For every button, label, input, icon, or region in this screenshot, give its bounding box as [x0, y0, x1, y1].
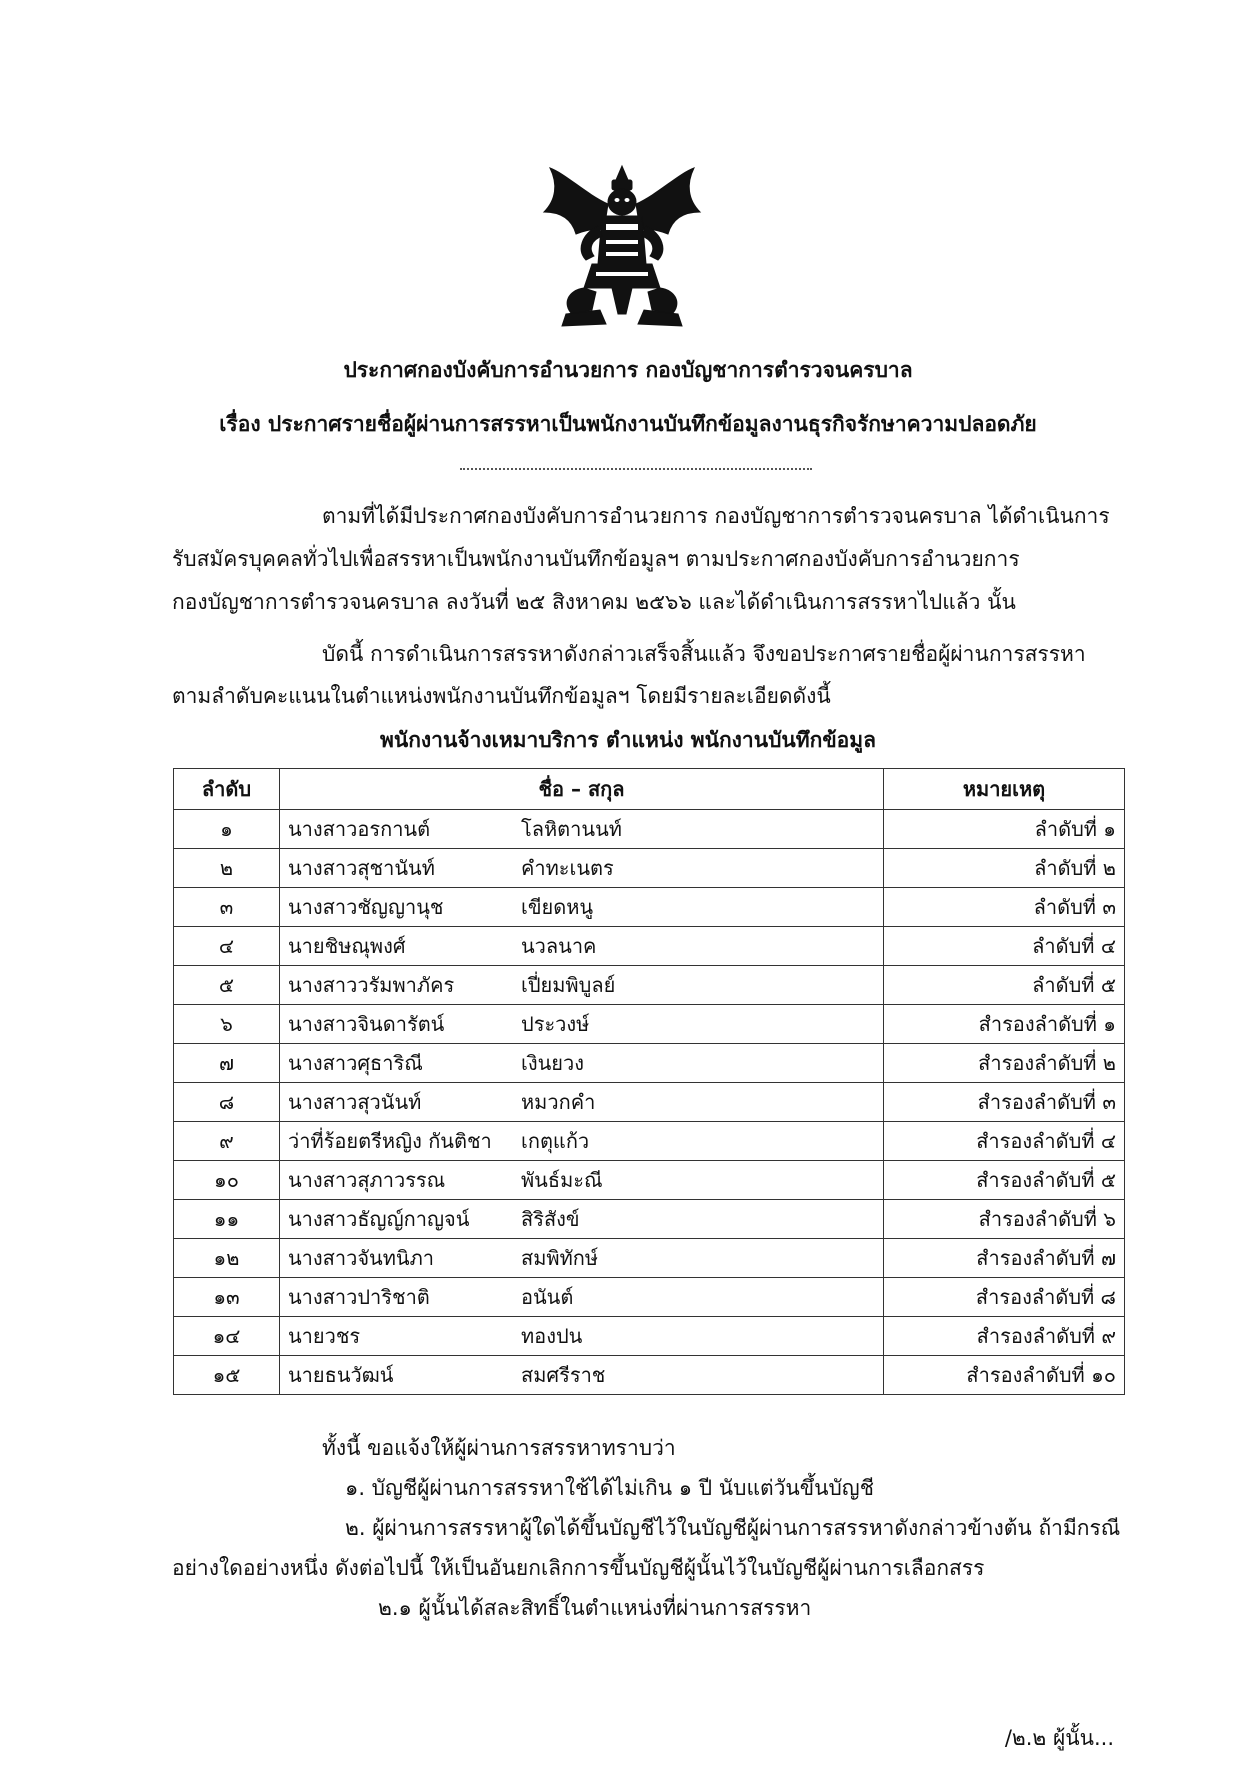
row-remark: สำรองลำดับที่ ๑ — [884, 1005, 1125, 1044]
row-remark: สำรองลำดับที่ ๗ — [884, 1239, 1125, 1278]
first-name: นายชิษณุพงศ์ — [288, 934, 406, 958]
row-name — [280, 1356, 884, 1395]
row-name — [280, 1005, 884, 1044]
last-name: เกตุแก้ว — [521, 1129, 590, 1153]
last-name: สิริสังข์ — [521, 1207, 580, 1231]
first-name: นางสาวสุวนันท์ — [288, 1090, 422, 1114]
announcement-title: ประกาศกองบังคับการอำนวยการ กองบัญชาการตำรวจนครบาล — [343, 358, 913, 382]
row-remark: สำรองลำดับที่ ๘ — [884, 1278, 1125, 1317]
row-number: ๘ — [174, 1083, 280, 1122]
row-number: ๖ — [174, 1005, 280, 1044]
last-name: เขียดหนู — [521, 895, 594, 919]
table-row — [174, 888, 1125, 927]
first-name: นางสาวอรกานต์ — [288, 817, 431, 841]
row-remark: ลำดับที่ ๑ — [884, 810, 1125, 849]
row-name — [280, 888, 884, 927]
table-row — [174, 1005, 1125, 1044]
row-number: ๑๒ — [174, 1239, 280, 1278]
garuda-emblem-icon — [536, 164, 708, 329]
row-number: ๑ — [174, 810, 280, 849]
table-row — [174, 1278, 1125, 1317]
table-row — [174, 1239, 1125, 1278]
first-name: นางสาวจันทนิภา — [288, 1246, 434, 1270]
table-row — [174, 966, 1125, 1005]
row-number: ๑๑ — [174, 1200, 280, 1239]
first-name: นางสาวสุภาวรรณ — [288, 1168, 446, 1192]
row-remark: ลำดับที่ ๔ — [884, 927, 1125, 966]
note-item-2-line-2: อย่างใดอย่างหนึ่ง ดังต่อไปนี้ ให้เป็นอันยกเลิกการขึ้นบัญชีผู้นั้นไว้ในบัญชีผู้ผ่านการเลือกสรร — [172, 1556, 985, 1580]
table-row — [174, 849, 1125, 888]
row-remark: สำรองลำดับที่ ๖ — [884, 1200, 1125, 1239]
table-row — [174, 1356, 1125, 1395]
row-number: ๑๓ — [174, 1278, 280, 1317]
row-name — [280, 1317, 884, 1356]
announcement-subject: เรื่อง ประกาศรายชื่อผู้ผ่านการสรรหาเป็นพนักงานบันทึกข้อมูลงานธุรกิจรักษาความปลอดภัย — [219, 412, 1037, 436]
last-name: เปี่ยมพิบูลย์ — [521, 973, 616, 997]
header-name: ชื่อ – สกุล — [280, 769, 884, 810]
row-remark: ลำดับที่ ๕ — [884, 966, 1125, 1005]
note-item-2-line-1: ๒. ผู้ผ่านการสรรหาผู้ใดได้ขึ้นบัญชีไว้ในบัญชีผู้ผ่านการสรรหาดังกล่าวข้างต้น ถ้ามีกรณี — [345, 1516, 1121, 1540]
row-name — [280, 1083, 884, 1122]
table-row — [174, 1044, 1125, 1083]
first-name: นางสาวสุชานันท์ — [288, 856, 435, 880]
last-name: โลหิตานนท์ — [521, 817, 622, 841]
row-number: ๓ — [174, 888, 280, 927]
first-name: นางสาวจินดารัตน์ — [288, 1012, 445, 1036]
last-name: นวลนาค — [521, 934, 597, 958]
table-row — [174, 1161, 1125, 1200]
first-name: นายวชร — [288, 1324, 361, 1348]
row-number: ๕ — [174, 966, 280, 1005]
row-name — [280, 966, 884, 1005]
table-row — [174, 927, 1125, 966]
last-name: พันธ์มะณี — [521, 1168, 603, 1192]
table-title: พนักงานจ้างเหมาบริการ ตำแหน่ง พนักงานบันทึกข้อมูล — [380, 728, 876, 752]
table-row — [174, 1317, 1125, 1356]
row-remark: สำรองลำดับที่ ๒ — [884, 1044, 1125, 1083]
last-name: คำทะเนตร — [521, 856, 614, 880]
notes-intro: ทั้งนี้ ขอแจ้งให้ผู้ผ่านการสรรหาทราบว่า — [322, 1436, 676, 1460]
first-name: ว่าที่ร้อยตรีหญิง กันติชา — [288, 1129, 492, 1153]
row-remark: สำรองลำดับที่ ๔ — [884, 1122, 1125, 1161]
row-remark: สำรองลำดับที่ ๑๐ — [884, 1356, 1125, 1395]
paragraph-1-line-1: ตามที่ได้มีประกาศกองบังคับการอำนวยการ กองบัญชาการตำรวจนครบาล ได้ดำเนินการ — [322, 504, 1110, 528]
note-item-2-1: ๒.๑ ผู้นั้นได้สละสิทธิ์ในตำแหน่งที่ผ่านการสรรหา — [378, 1596, 812, 1620]
first-name: นางสาวปาริชาติ — [288, 1285, 430, 1309]
row-name — [280, 1161, 884, 1200]
row-number: ๗ — [174, 1044, 280, 1083]
paragraph-2-line-1: บัดนี้ การดำเนินการสรรหาดังกล่าวเสร็จสิ้นแล้ว จึงขอประกาศรายชื่อผู้ผ่านการสรรหา — [322, 642, 1086, 666]
row-name — [280, 1044, 884, 1083]
header-order: ลำดับ — [174, 769, 280, 810]
note-item-1: ๑. บัญชีผู้ผ่านการสรรหาใช้ได้ไม่เกิน ๑ ปี นับแต่วันขึ้นบัญชี — [345, 1476, 874, 1500]
table-row — [174, 810, 1125, 849]
row-remark: ลำดับที่ ๒ — [884, 849, 1125, 888]
row-number: ๑๕ — [174, 1356, 280, 1395]
row-name — [280, 849, 884, 888]
last-name: เงินยวง — [521, 1051, 584, 1075]
last-name: ทองปน — [521, 1324, 583, 1348]
table-row — [174, 1083, 1125, 1122]
row-name — [280, 810, 884, 849]
row-number: ๙ — [174, 1122, 280, 1161]
paragraph-2-line-2: ตามลำดับคะแนนในตำแหน่งพนักงานบันทึกข้อมูลฯ โดยมีรายละเอียดดังนี้ — [172, 684, 831, 708]
header-remark: หมายเหตุ — [884, 769, 1125, 810]
row-remark: ลำดับที่ ๓ — [884, 888, 1125, 927]
last-name: สมพิทักษ์ — [521, 1246, 599, 1270]
row-remark: สำรองลำดับที่ ๕ — [884, 1161, 1125, 1200]
paragraph-1-line-3: กองบัญชาการตำรวจนครบาล ลงวันที่ ๒๕ สิงหาคม ๒๕๖๖ และได้ดำเนินการสรรหาไปแล้ว นั้น — [172, 590, 1016, 614]
row-number: ๑๐ — [174, 1161, 280, 1200]
row-name — [280, 927, 884, 966]
table-row — [174, 1122, 1125, 1161]
last-name: ประวงษ์ — [521, 1012, 590, 1036]
table-header-row — [174, 769, 1125, 810]
row-remark: สำรองลำดับที่ ๙ — [884, 1317, 1125, 1356]
row-name — [280, 1200, 884, 1239]
first-name: นายธนวัฒน์ — [288, 1363, 394, 1387]
candidate-table — [173, 768, 1125, 1395]
first-name: นางสาววรัมพาภัคร — [288, 973, 455, 997]
paragraph-1-line-2: รับสมัครบุคคลทั่วไปเพื่อสรรหาเป็นพนักงานบันทึกข้อมูลฯ ตามประกาศกองบังคับการอำนวยการ — [172, 547, 1020, 571]
row-number: ๒ — [174, 849, 280, 888]
page-continuation: /๒.๒ ผู้นั้น... — [1004, 1726, 1114, 1750]
row-name — [280, 1122, 884, 1161]
last-name: อนันต์ — [521, 1285, 574, 1309]
table-row — [174, 1200, 1125, 1239]
row-name — [280, 1278, 884, 1317]
row-name — [280, 1239, 884, 1278]
last-name: หมวกคำ — [521, 1090, 596, 1114]
first-name: นางสาวชัญญานุช — [288, 895, 444, 919]
dotted-divider — [460, 468, 812, 470]
row-remark: สำรองลำดับที่ ๓ — [884, 1083, 1125, 1122]
last-name: สมศรีราช — [521, 1363, 606, 1387]
first-name: นางสาวศุธาริณี — [288, 1051, 423, 1075]
row-number: ๑๔ — [174, 1317, 280, 1356]
first-name: นางสาวธัญญ์กาญจน์ — [288, 1207, 470, 1231]
row-number: ๔ — [174, 927, 280, 966]
